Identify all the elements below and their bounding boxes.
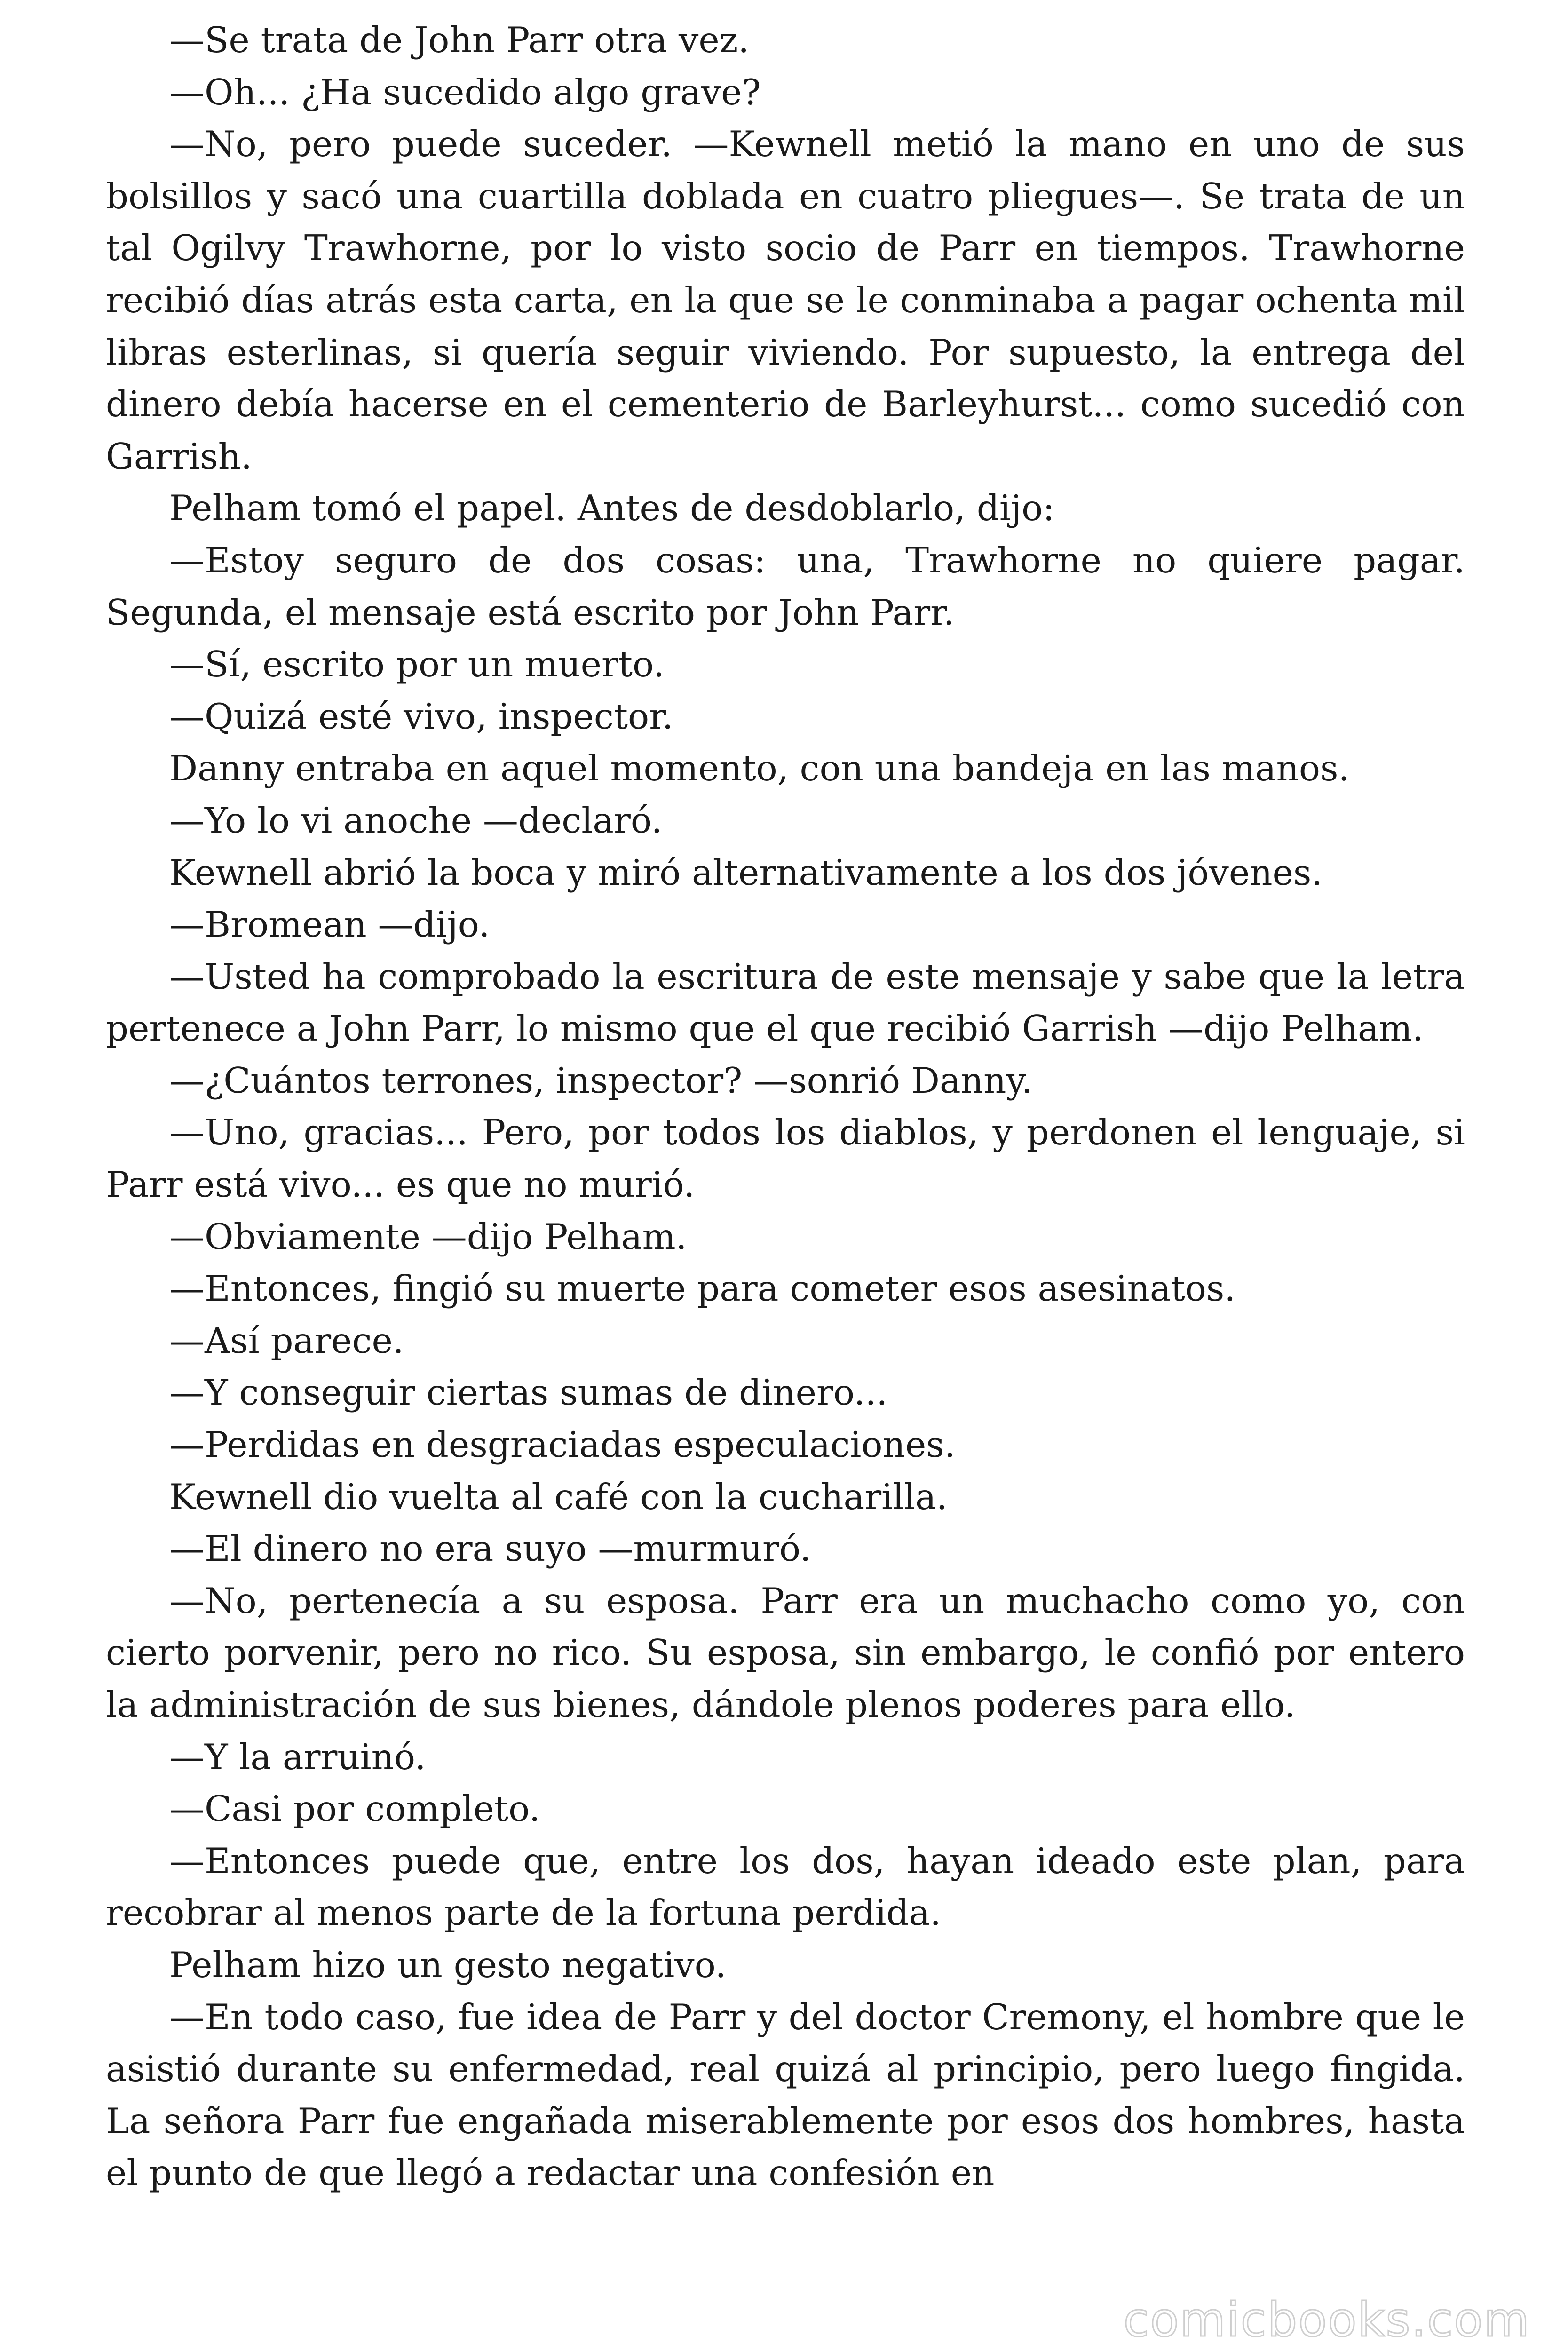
paragraph: —No, pero puede suceder. —Kewnell metió la mano en uno de sus bolsillos y sacó una cuartilla doblada en cuatro pliegues—. Se trata de un tal Ogilvy Trawhorne, por lo visto socio de Parr en tiempos. Trawhorne recibió días atrás esta carta, en la que se le conminaba a pagar ochenta mil libras esterlinas, si quería seguir viviendo. Por supuesto, la entrega del dinero debía hacerse en el cementerio de Barleyhurst... como sucedió con Garrish. <box>106 123 1465 477</box>
paragraph: Danny entraba en aquel momento, con una bandeja en las manos. <box>169 747 1350 789</box>
paragraph: —En todo caso, fue idea de Parr y del doctor Cremony, el hombre que le asistió durante su enfermedad, real quizá al principio, pero luego fingida. La señora Parr fue engañada miserablemente por esos dos hombres, hasta el punto de que llegó a redactar una confesión en <box>106 1996 1465 2194</box>
paragraph: —Estoy seguro de dos cosas: una, Trawhorne no quiere pagar. Segunda, el mensaje está escrito por John Parr. <box>106 539 1465 633</box>
paragraph: —Casi por completo. <box>169 1788 540 1830</box>
watermark: comicbooks.com <box>1123 2292 1530 2347</box>
paragraph: —Usted ha comprobado la escritura de este mensaje y sabe que la letra pertenece a John Parr, lo mismo que el que recibió Garrish —dijo Pelham. <box>106 955 1465 1049</box>
paragraph: Pelham hizo un gesto negativo. <box>169 1944 727 1986</box>
paragraph: —Uno, gracias... Pero, por todos los diablos, y perdonen el lenguaje, si Parr está vivo... es que no murió. <box>106 1112 1465 1206</box>
paragraph: —Obviamente —dijo Pelham. <box>169 1216 687 1257</box>
paragraph: —¿Cuántos terrones, inspector? —sonrió Danny. <box>169 1059 1033 1101</box>
page-text <box>106 14 1465 2199</box>
paragraph: —Oh... ¿Ha sucedido algo grave? <box>169 71 761 113</box>
paragraph: —No, pertenecía a su esposa. Parr era un muchacho como yo, con cierto porvenir, pero no rico. Su esposa, sin embargo, le confió por entero la administración de sus bienes, dándole plenos poderes para ello. <box>106 1580 1465 1725</box>
paragraph: —Se trata de John Parr otra vez. <box>169 19 750 61</box>
paragraph: —Bromean —dijo. <box>169 904 490 946</box>
paragraph: —Yo lo vi anoche —declaró. <box>169 799 663 841</box>
paragraph: —Y la arruinó. <box>169 1736 426 1778</box>
paragraph: Kewnell abrió la boca y miró alternativamente a los dos jóvenes. <box>169 851 1323 893</box>
paragraph: —Sí, escrito por un muerto. <box>169 644 665 685</box>
paragraph: —Perdidas en desgraciadas especulaciones. <box>169 1424 956 1466</box>
paragraph: —El dinero no era suyo —murmuró. <box>169 1528 811 1570</box>
paragraph: —Así parece. <box>169 1319 404 1361</box>
paragraph: Pelham tomó el papel. Antes de desdoblarlo, dijo: <box>169 487 1055 529</box>
paragraph: —Entonces puede que, entre los dos, hayan ideado este plan, para recobrar al menos parte de la fortuna perdida. <box>106 1840 1465 1934</box>
paragraph: —Quizá esté vivo, inspector. <box>169 695 673 737</box>
paragraph: —Y conseguir ciertas sumas de dinero... <box>169 1372 888 1414</box>
paragraph: Kewnell dio vuelta al café con la cucharilla. <box>169 1476 948 1518</box>
paragraph: —Entonces, fingió su muerte para cometer esos asesinatos. <box>169 1268 1236 1310</box>
